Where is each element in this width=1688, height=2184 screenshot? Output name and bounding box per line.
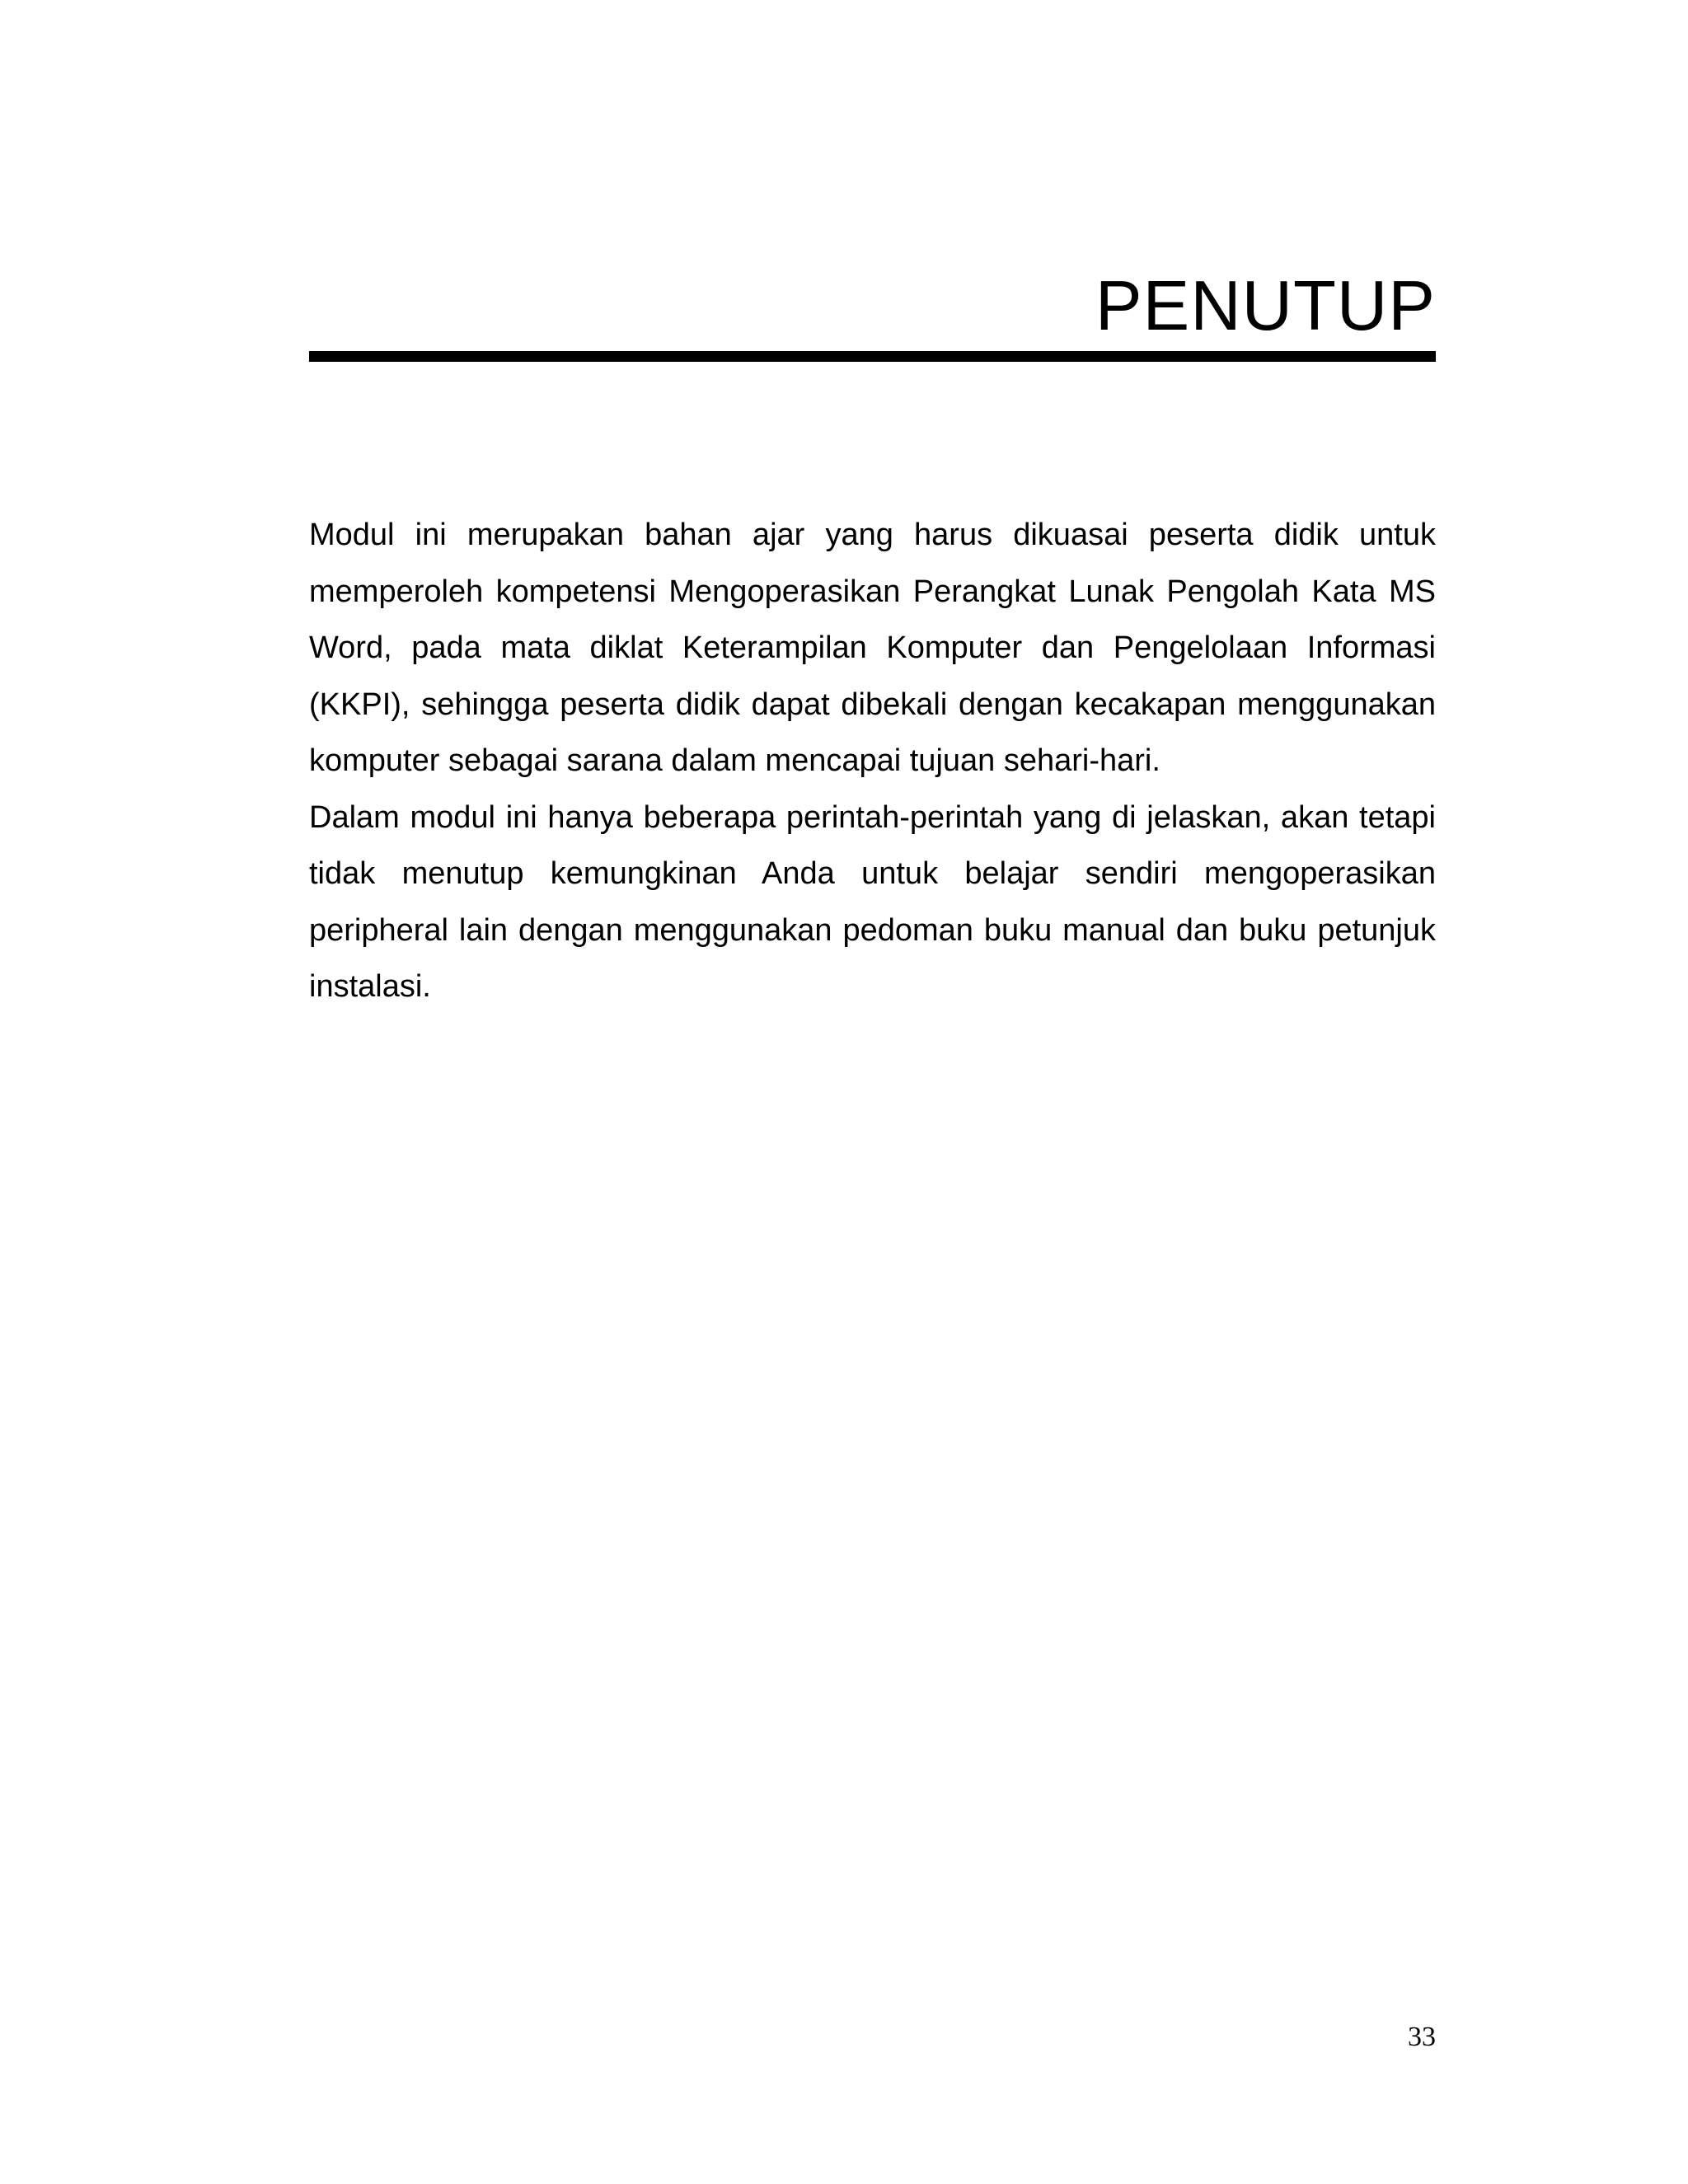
paragraph-1: Modul ini merupakan bahan ajar yang harus dikuasai peserta didik untuk memperoleh kompetensi Mengoperasikan Perangkat Lunak Pengolah Kata MS Word, pada mata diklat Keterampilan Komputer dan Pengelolaan Informasi (KKPI), sehingga peserta didik dapat dibekali dengan kecakapan menggunakan komputer sebagai sarana dalam mencapai tujuan sehari-hari. (309, 518, 1436, 778)
paragraph-2: Dalam modul ini hanya beberapa perintah-perintah yang di jelaskan, akan tetapi tidak menutup kemungkinan Anda untuk belajar sendiri mengoperasikan peripheral lain dengan menggunakan pedoman buku manual dan buku petunjuk instalasi. (309, 799, 1436, 1004)
page-number: 33 (1408, 2022, 1436, 2052)
title-underline-rule (309, 351, 1436, 362)
body-text (309, 507, 1436, 1015)
chapter-title: PENUTUP (1095, 267, 1436, 345)
